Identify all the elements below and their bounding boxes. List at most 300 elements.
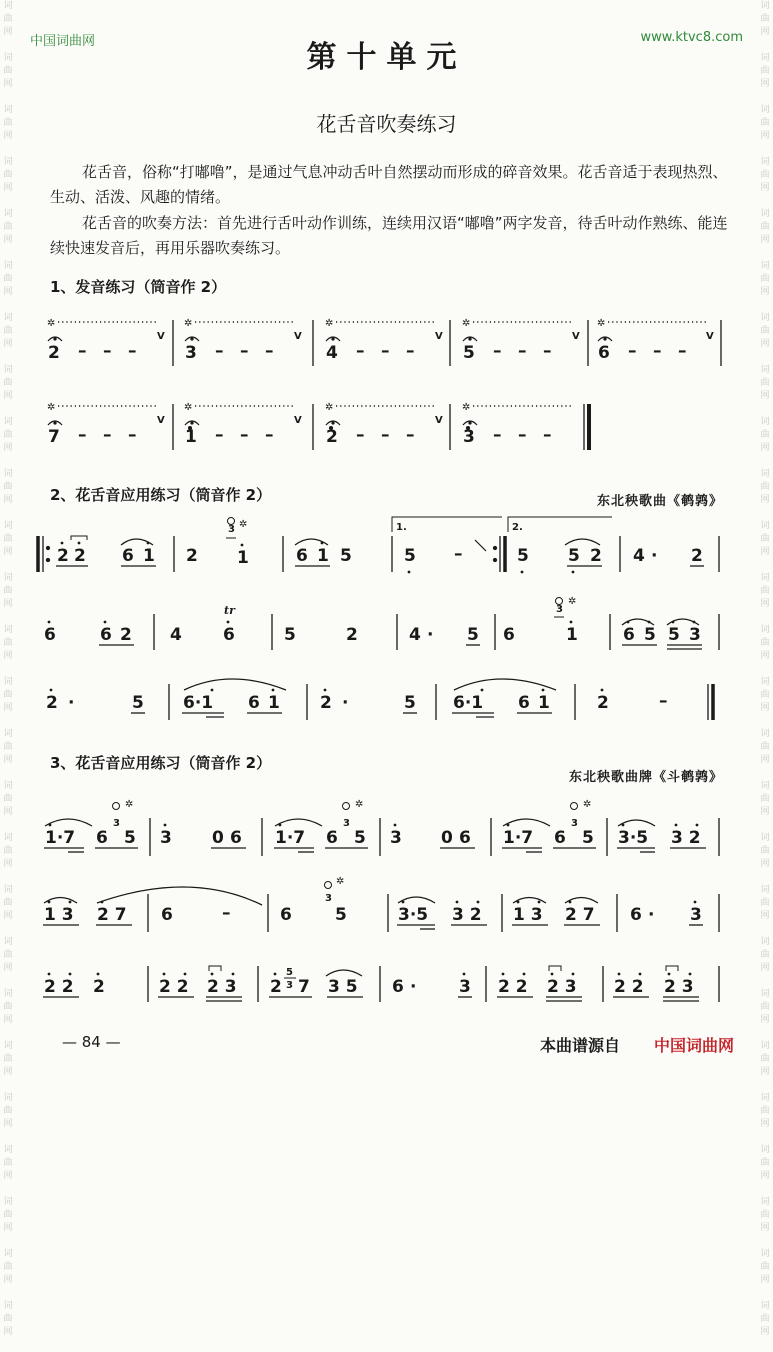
watermark-char: 曲	[760, 430, 770, 440]
s1-measure-4	[462, 318, 580, 363]
watermark-char: 词	[760, 781, 770, 791]
svg-text:4: 4	[170, 625, 182, 645]
svg-text:✲: ✲	[325, 318, 334, 329]
svg-text:V: V	[435, 415, 443, 426]
svg-text:1·7: 1·7	[503, 828, 534, 848]
svg-text:1: 1	[317, 546, 329, 566]
watermark-char: 曲	[760, 638, 770, 648]
watermark-char: 词	[760, 1093, 770, 1103]
svg-text:5: 5	[582, 828, 594, 848]
s2-row-3	[46, 679, 668, 717]
section-3-source: 东北秧歌曲牌《斗鹌鹑》	[568, 770, 723, 785]
svg-text:✲: ✲	[462, 318, 471, 329]
watermark-char: 词	[760, 573, 770, 583]
watermark-char: 词	[760, 833, 770, 843]
watermark-char: 网	[3, 911, 13, 921]
svg-text:3: 3	[343, 818, 350, 829]
svg-text:·: ·	[68, 693, 75, 713]
svg-text:3: 3	[228, 524, 235, 535]
svg-text:1·7: 1·7	[45, 828, 76, 848]
watermark-char: 网	[3, 391, 13, 401]
watermark-char: 曲	[760, 1262, 770, 1272]
svg-text:6: 6	[161, 905, 173, 925]
watermark-char: 词	[760, 1145, 770, 1155]
svg-text:–: –	[381, 425, 390, 445]
watermark-char: 曲	[760, 846, 770, 856]
svg-text:–: –	[356, 341, 365, 361]
watermark-char: 词	[760, 261, 770, 271]
svg-text:5: 5	[404, 693, 416, 713]
watermark-char: 曲	[760, 14, 770, 24]
svg-text:5: 5	[132, 693, 144, 713]
watermark-char: 网	[760, 443, 770, 453]
svg-text:–: –	[454, 544, 463, 564]
section-2-source: 东北秧歌曲《鹌鹑》	[596, 494, 723, 509]
svg-text:2 7: 2 7	[565, 905, 595, 925]
svg-text:5: 5	[286, 967, 293, 978]
svg-text:6: 6	[122, 546, 134, 566]
svg-text:5: 5	[404, 546, 416, 566]
svg-text:3: 3	[690, 905, 702, 925]
svg-text:2 3: 2 3	[207, 977, 237, 997]
watermark-char: 词	[3, 1145, 13, 1155]
footer-source-site[interactable]: 中国词曲网	[654, 1036, 735, 1055]
watermark-char: 词	[3, 209, 13, 219]
svg-text:V: V	[294, 331, 302, 342]
svg-text:✲: ✲	[184, 402, 193, 413]
footer-source-label: 本曲谱源自	[540, 1036, 621, 1055]
watermark-char: 网	[3, 1275, 13, 1285]
svg-text:1 3: 1 3	[513, 905, 543, 925]
s1-measure-2	[184, 318, 302, 363]
svg-text:3 2: 3 2	[452, 905, 482, 925]
watermark-char: 词	[760, 989, 770, 999]
watermark-char: 网	[3, 443, 13, 453]
svg-text:2: 2	[590, 546, 602, 566]
svg-text:·: ·	[651, 546, 658, 566]
watermark-char: 网	[3, 547, 13, 557]
watermark-char: 网	[760, 599, 770, 609]
watermark-char: 词	[3, 833, 13, 843]
watermark-char: 词	[760, 677, 770, 687]
watermark-char: 曲	[760, 534, 770, 544]
svg-text:✲: ✲	[597, 318, 606, 329]
s2-row-2	[44, 596, 702, 649]
svg-text:–: –	[628, 341, 637, 361]
watermark-char: 网	[3, 1327, 13, 1337]
svg-text:–: –	[265, 341, 274, 361]
watermark-char: 词	[760, 313, 770, 323]
watermark-char: 曲	[3, 1158, 13, 1168]
watermark-char: 曲	[760, 794, 770, 804]
section-3-heading: 3、花舌音应用练习（筒音作 2）	[50, 754, 272, 772]
watermark-char: 网	[3, 27, 13, 37]
watermark-char: 词	[3, 1041, 13, 1051]
watermark-char: 网	[3, 703, 13, 713]
svg-text:3: 3	[160, 828, 172, 848]
svg-text:3: 3	[571, 818, 578, 829]
svg-text:V: V	[157, 331, 165, 342]
svg-text:6: 6	[623, 625, 635, 645]
watermark-char: 网	[3, 807, 13, 817]
section-1-heading: 1、发音练习（筒音作 2）	[50, 278, 227, 296]
svg-text:✲: ✲	[462, 402, 471, 413]
page-number: — 84 —	[62, 1033, 121, 1051]
s1-measure-1	[47, 318, 165, 363]
svg-text:–: –	[222, 903, 231, 923]
watermark-char: 曲	[760, 326, 770, 336]
svg-text:6: 6	[44, 625, 56, 645]
svg-text:–: –	[406, 425, 415, 445]
s3-row-2	[43, 876, 703, 929]
watermark-char: 曲	[3, 534, 13, 544]
svg-text:6: 6	[296, 546, 308, 566]
watermark-char: 词	[3, 53, 13, 63]
svg-text:5: 5	[644, 625, 656, 645]
svg-text:1: 1	[237, 548, 249, 568]
watermark-char: 曲	[760, 742, 770, 752]
note: 2	[48, 343, 60, 363]
svg-text:2 2: 2 2	[44, 977, 74, 997]
watermark-char: 词	[760, 729, 770, 739]
watermark-char: 词	[3, 625, 13, 635]
watermark-char: 曲	[3, 66, 13, 76]
svg-text:–: –	[543, 425, 552, 445]
watermark-char: 曲	[3, 14, 13, 24]
watermark-char: 词	[3, 781, 13, 791]
svg-text:3: 3	[286, 980, 293, 991]
svg-text:✲: ✲	[184, 318, 193, 329]
svg-text:·: ·	[427, 625, 434, 645]
watermark-char: 曲	[3, 482, 13, 492]
svg-text:6: 6	[630, 905, 642, 925]
svg-text:–: –	[543, 341, 552, 361]
svg-text:✲: ✲	[568, 596, 577, 607]
svg-text:✲: ✲	[336, 876, 345, 887]
watermark-char: 网	[760, 1171, 770, 1181]
svg-text:–: –	[518, 341, 527, 361]
svg-text:3: 3	[689, 625, 701, 645]
svg-text:3: 3	[459, 977, 471, 997]
svg-text:2: 2	[691, 546, 703, 566]
watermark-char: 曲	[760, 222, 770, 232]
svg-text:✲: ✲	[47, 318, 56, 329]
watermark-char: 网	[760, 339, 770, 349]
svg-text:–: –	[653, 341, 662, 361]
svg-text:5: 5	[668, 625, 680, 645]
svg-text:V: V	[294, 415, 302, 426]
watermark-char: 网	[760, 287, 770, 297]
svg-text:3: 3	[390, 828, 402, 848]
watermark-char: 曲	[3, 794, 13, 804]
watermark-char: 曲	[3, 1314, 13, 1324]
svg-text:5: 5	[463, 343, 475, 363]
watermark-char: 词	[3, 1093, 13, 1103]
watermark-char: 网	[760, 755, 770, 765]
watermark-char: 网	[760, 131, 770, 141]
watermark-char: 曲	[760, 586, 770, 596]
svg-text:–: –	[128, 425, 137, 445]
svg-text:6: 6	[503, 625, 515, 645]
watermark-char: 词	[3, 469, 13, 479]
watermark-char: 曲	[3, 1054, 13, 1064]
svg-text:2: 2	[46, 693, 58, 713]
svg-text:–: –	[678, 341, 687, 361]
svg-text:7: 7	[48, 427, 60, 447]
svg-text:1·7: 1·7	[275, 828, 306, 848]
svg-text:5: 5	[568, 546, 580, 566]
s2-row-1	[56, 518, 704, 574]
watermark-char: 词	[3, 677, 13, 687]
watermark-char: 曲	[760, 1106, 770, 1116]
watermark-char: 网	[3, 339, 13, 349]
svg-text:1: 1	[143, 546, 155, 566]
svg-text:–: –	[493, 425, 502, 445]
watermark-char: 网	[760, 235, 770, 245]
svg-text:6: 6	[392, 977, 404, 997]
svg-text:·: ·	[410, 977, 417, 997]
svg-text:–: –	[215, 341, 224, 361]
svg-text:–: –	[215, 425, 224, 445]
svg-text:1.: 1.	[396, 522, 407, 533]
svg-text:3: 3	[113, 818, 120, 829]
svg-text:2 3: 2 3	[547, 977, 577, 997]
svg-text:6: 6	[230, 828, 242, 848]
watermark-char: 网	[3, 1223, 13, 1233]
watermark-char: 曲	[760, 1002, 770, 1012]
watermark-char: 曲	[760, 1158, 770, 1168]
svg-text:–: –	[128, 341, 137, 361]
watermark-char: 网	[3, 235, 13, 245]
watermark-char: 网	[760, 911, 770, 921]
svg-text:–: –	[78, 341, 87, 361]
watermark-char: 曲	[3, 690, 13, 700]
svg-text:1: 1	[566, 625, 578, 645]
svg-text:6·1: 6·1	[183, 693, 214, 713]
svg-text:✲: ✲	[355, 799, 364, 810]
svg-text:3: 3	[556, 604, 563, 615]
watermark-char: 曲	[3, 898, 13, 908]
watermark-char: 词	[3, 573, 13, 583]
watermark-char: 词	[760, 937, 770, 947]
intro-paragraph-1: 花舌音，俗称“打嘟噜”，是通过气息冲动舌叶自然摆动而形成的碎音效果。花舌音适于表现热烈、生动、活泼、风趣的情绪。	[50, 163, 728, 206]
watermark-char: 词	[3, 521, 13, 531]
watermark-char: 曲	[3, 950, 13, 960]
watermark-char: 曲	[760, 950, 770, 960]
watermark-char: 网	[760, 1223, 770, 1233]
watermark-char: 词	[760, 417, 770, 427]
watermark-char: 曲	[3, 1002, 13, 1012]
watermark-char: 网	[3, 495, 13, 505]
svg-text:6: 6	[598, 343, 610, 363]
svg-text:2: 2	[597, 693, 609, 713]
watermark-char: 词	[3, 989, 13, 999]
svg-text:2 2: 2 2	[159, 977, 189, 997]
watermark-char: 词	[3, 1, 13, 11]
watermark-char: 词	[760, 625, 770, 635]
site-url-right[interactable]: www.ktvc8.com	[640, 30, 743, 45]
svg-text:✲: ✲	[583, 799, 592, 810]
watermark-char: 曲	[3, 638, 13, 648]
watermark-char: 曲	[3, 1262, 13, 1272]
watermark-char: 词	[3, 157, 13, 167]
svg-text:0: 0	[212, 828, 224, 848]
svg-text:–: –	[406, 341, 415, 361]
watermark-char: 曲	[3, 846, 13, 856]
intro-paragraph-2: 花舌音的吹奏方法：首先进行舌叶动作训练，连续用汉语“嘟噜”两字发音，待舌叶动作熟练、能连续快速发音后，再用乐器吹奏练习。	[50, 214, 728, 257]
svg-text:–: –	[493, 341, 502, 361]
svg-text:5: 5	[284, 625, 296, 645]
svg-text:2: 2	[186, 546, 198, 566]
watermark-char: 曲	[3, 118, 13, 128]
watermark-char: 词	[3, 105, 13, 115]
svg-text:tr: tr	[224, 604, 235, 617]
watermark-char: 曲	[3, 274, 13, 284]
watermark-char: 词	[3, 313, 13, 323]
watermark-char: 词	[760, 209, 770, 219]
watermark-char: 曲	[760, 1314, 770, 1324]
svg-text:–: –	[518, 425, 527, 445]
svg-text:6: 6	[223, 625, 235, 645]
svg-text:·: ·	[648, 905, 655, 925]
watermark-char: 曲	[3, 586, 13, 596]
svg-text:·: ·	[342, 693, 349, 713]
svg-text:2: 2	[326, 427, 338, 447]
watermark-char: 词	[3, 365, 13, 375]
watermark-char: 网	[3, 1015, 13, 1025]
watermark-char: 曲	[760, 690, 770, 700]
svg-text:3 2: 3 2	[671, 828, 701, 848]
svg-text:2: 2	[346, 625, 358, 645]
svg-text:2 7: 2 7	[97, 905, 127, 925]
watermark-char: 网	[760, 27, 770, 37]
watermark-char: 网	[760, 1327, 770, 1337]
svg-text:5: 5	[340, 546, 352, 566]
svg-text:2: 2	[93, 977, 105, 997]
s1-measure-9	[462, 402, 573, 447]
svg-text:3: 3	[463, 427, 475, 447]
watermark-char: 网	[3, 1171, 13, 1181]
svg-text:2: 2	[57, 546, 69, 566]
svg-text:2 3: 2 3	[664, 977, 694, 997]
watermark-char: 网	[760, 963, 770, 973]
svg-text:2 2: 2 2	[614, 977, 644, 997]
svg-text:0: 0	[441, 828, 453, 848]
svg-text:✲: ✲	[325, 402, 334, 413]
watermark-char: 网	[760, 495, 770, 505]
svg-text:5: 5	[517, 546, 529, 566]
svg-text:2 2: 2 2	[498, 977, 528, 997]
watermark-char: 词	[3, 1249, 13, 1259]
watermark-char: 曲	[3, 378, 13, 388]
watermark-char: 网	[760, 1067, 770, 1077]
watermark-char: 曲	[3, 1106, 13, 1116]
watermark-char: 网	[3, 1067, 13, 1077]
watermark-char: 网	[760, 391, 770, 401]
svg-text:V: V	[572, 331, 580, 342]
svg-text:2.: 2.	[512, 522, 523, 533]
svg-text:5: 5	[354, 828, 366, 848]
watermark-char: 网	[3, 131, 13, 141]
watermark-char: 网	[760, 651, 770, 661]
watermark-char: 曲	[3, 430, 13, 440]
watermark-char: 曲	[760, 274, 770, 284]
svg-text:3 5: 3 5	[328, 977, 358, 997]
watermark-char: 曲	[3, 1210, 13, 1220]
svg-text:–: –	[381, 341, 390, 361]
watermark-char: 网	[3, 599, 13, 609]
svg-text:3·5: 3·5	[398, 905, 429, 925]
watermark-char: 曲	[3, 222, 13, 232]
svg-text:–: –	[356, 425, 365, 445]
watermark-char: 网	[760, 1275, 770, 1285]
watermark-char: 网	[760, 79, 770, 89]
s1-measure-3	[325, 318, 443, 363]
svg-text:3: 3	[325, 893, 332, 904]
svg-text:6·1: 6·1	[453, 693, 484, 713]
svg-text:2: 2	[320, 693, 332, 713]
watermark-char: 词	[760, 521, 770, 531]
svg-text:–: –	[659, 691, 668, 711]
svg-text:6: 6	[96, 828, 108, 848]
watermark-char: 词	[3, 729, 13, 739]
svg-text:5: 5	[124, 828, 136, 848]
watermark-char: 曲	[760, 898, 770, 908]
lesson-title: 花舌音吹奏练习	[316, 112, 457, 136]
watermark-char: 曲	[760, 378, 770, 388]
s1-measure-7	[184, 402, 302, 447]
s1-measure-6	[47, 402, 165, 447]
svg-text:1: 1	[538, 693, 550, 713]
watermark-char: 词	[760, 157, 770, 167]
svg-text:V: V	[157, 415, 165, 426]
svg-text:2: 2	[270, 977, 282, 997]
svg-text:1: 1	[268, 693, 280, 713]
svg-text:1 3: 1 3	[44, 905, 74, 925]
watermark-char: 曲	[760, 66, 770, 76]
svg-text:6: 6	[248, 693, 260, 713]
watermark-char: 网	[3, 183, 13, 193]
site-name-left[interactable]: 中国词曲网	[30, 34, 96, 49]
svg-text:6: 6	[100, 625, 112, 645]
section-2-heading: 2、花舌音应用练习（筒音作 2）	[50, 486, 272, 504]
s1-measure-5	[597, 318, 714, 363]
svg-text:–: –	[78, 425, 87, 445]
watermark-char: 网	[3, 79, 13, 89]
watermark-char: 曲	[3, 170, 13, 180]
watermark-char: 网	[760, 859, 770, 869]
svg-text:–: –	[240, 425, 249, 445]
svg-text:V: V	[706, 331, 714, 342]
s1-measure-8	[325, 402, 443, 447]
svg-text:3·5: 3·5	[618, 828, 649, 848]
svg-text:7: 7	[298, 977, 310, 997]
watermark-char: 网	[3, 287, 13, 297]
watermark-char: 词	[760, 885, 770, 895]
watermark-char: 词	[3, 417, 13, 427]
svg-text:6: 6	[518, 693, 530, 713]
watermark-char: 网	[760, 1015, 770, 1025]
watermark-char: 词	[760, 105, 770, 115]
watermark-char: 网	[3, 1119, 13, 1129]
watermark-char: 词	[760, 53, 770, 63]
svg-text:4: 4	[326, 343, 338, 363]
watermark-char: 曲	[760, 1210, 770, 1220]
svg-text:4: 4	[409, 625, 421, 645]
watermark-char: 曲	[3, 742, 13, 752]
svg-text:V: V	[435, 331, 443, 342]
svg-text:3: 3	[185, 343, 197, 363]
